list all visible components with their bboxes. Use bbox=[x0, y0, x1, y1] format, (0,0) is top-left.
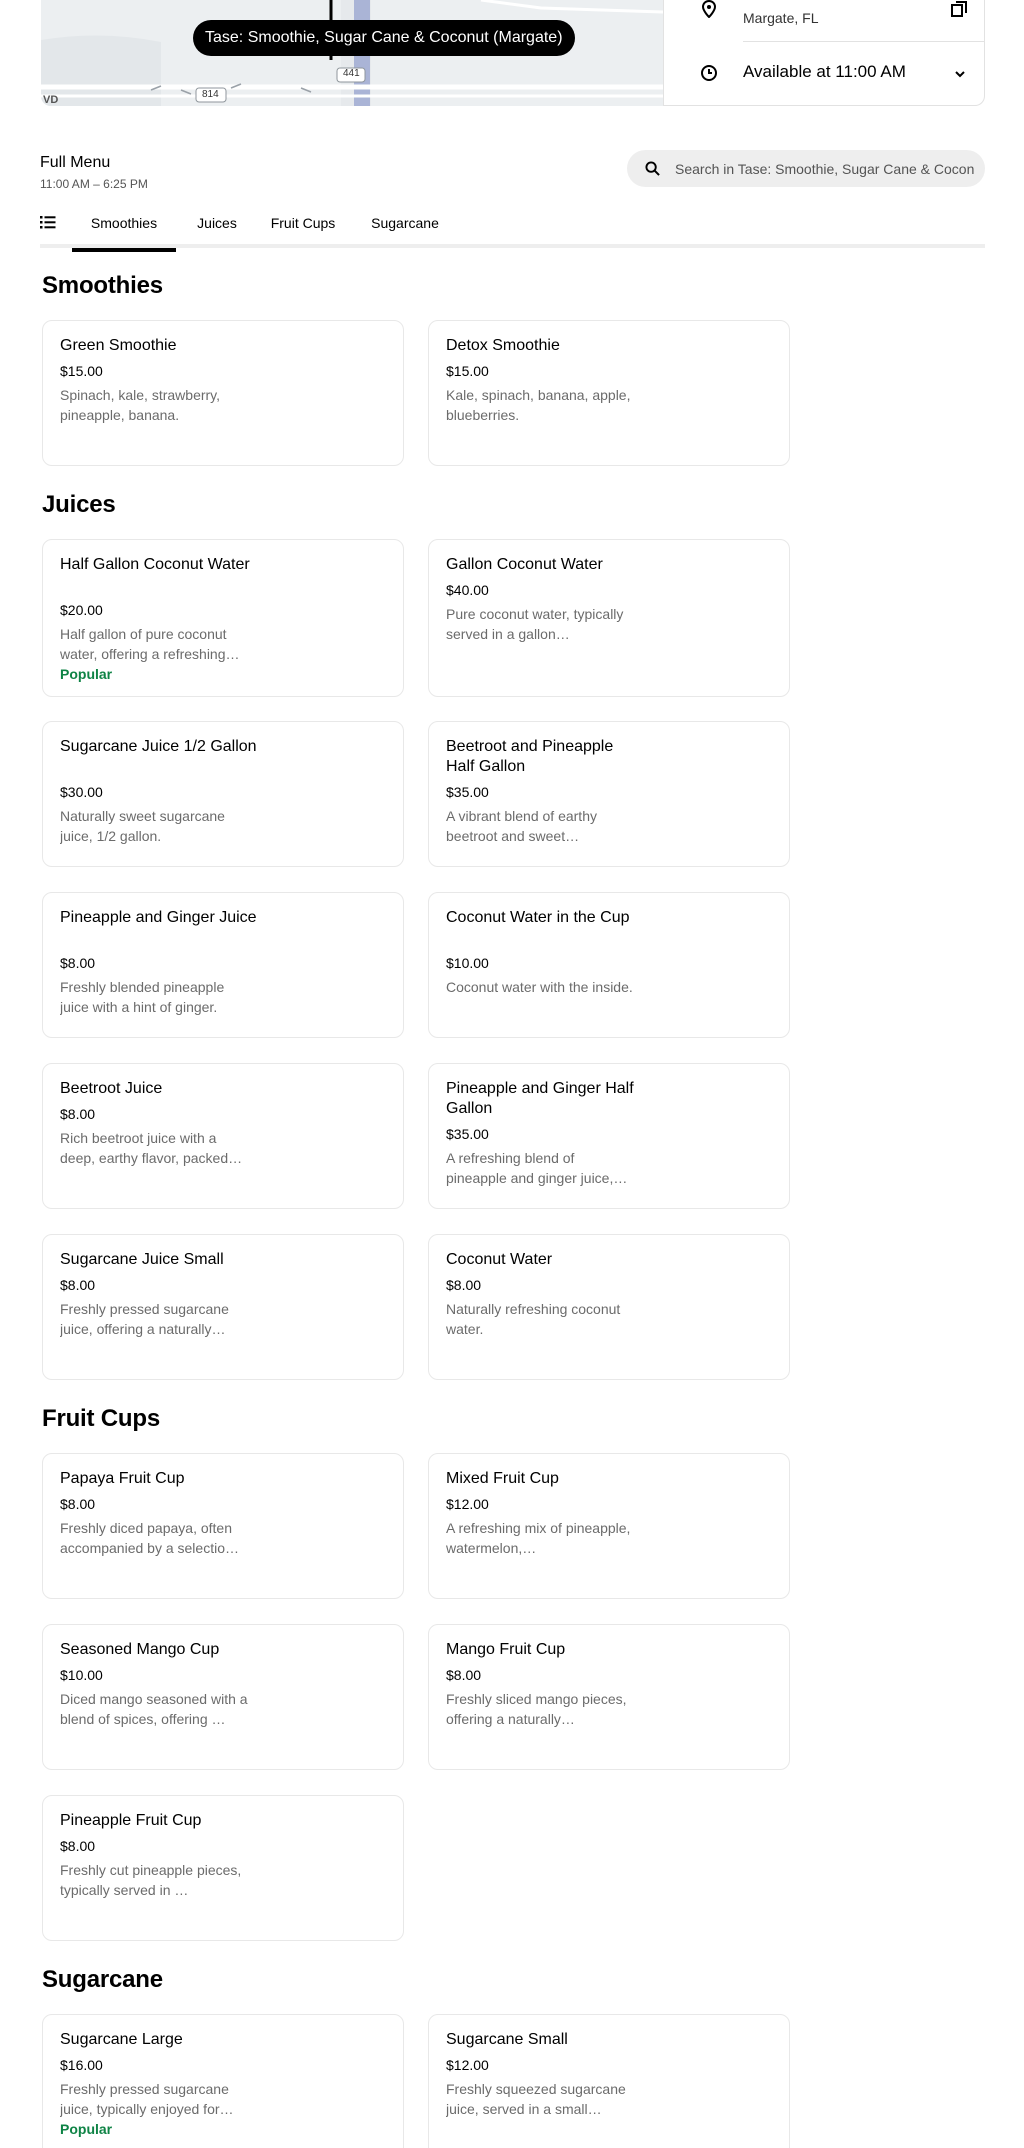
menu-title: Full Menu bbox=[40, 154, 111, 171]
menu-item-card[interactable] bbox=[428, 539, 790, 697]
item-description: Diced mango seasoned with a blend of spices, offering … bbox=[60, 1691, 248, 1727]
item-price: $35.00 bbox=[446, 784, 489, 800]
menu-item-card[interactable] bbox=[428, 1624, 790, 1770]
store-city: Margate, FL bbox=[743, 10, 819, 26]
menu-hours: 11:00 AM – 6:25 PM bbox=[40, 177, 148, 191]
section-title: Fruit Cups bbox=[42, 1405, 160, 1432]
store-map[interactable] bbox=[41, 0, 663, 106]
item-description: Naturally sweet sugarcane juice, 1/2 gallon. bbox=[60, 808, 225, 844]
item-description: Half gallon of pure coconut water, offering a refreshing… bbox=[60, 626, 240, 662]
item-price: $10.00 bbox=[446, 955, 489, 971]
menu-item-card[interactable] bbox=[42, 2014, 404, 2148]
item-price: $12.00 bbox=[446, 2057, 489, 2073]
item-name: Sugarcane Small bbox=[446, 2031, 568, 2048]
item-description: Freshly pressed sugarcane juice, offering a naturally… bbox=[60, 1301, 229, 1337]
item-name: Sugarcane Large bbox=[60, 2031, 183, 2048]
menu-item-card[interactable] bbox=[42, 721, 404, 867]
menu-item-card[interactable] bbox=[42, 892, 404, 1038]
tab-fruit-cups[interactable]: Fruit Cups bbox=[270, 215, 336, 231]
item-name: Coconut Water in the Cup bbox=[446, 909, 630, 926]
item-price: $16.00 bbox=[60, 2057, 103, 2073]
item-price: $8.00 bbox=[60, 1496, 96, 1512]
item-name: Beetroot and Pineapple Half Gallon bbox=[446, 738, 614, 775]
item-description: Rich beetroot juice with a deep, earthy flavor, packed… bbox=[60, 1130, 243, 1166]
item-price: $8.00 bbox=[446, 1667, 482, 1683]
tab-sugarcane[interactable]: Sugarcane bbox=[371, 215, 439, 231]
item-description: Kale, spinach, banana, apple, blueberries. bbox=[446, 387, 631, 423]
item-description: Freshly squeezed sugarcane juice, served in a small… bbox=[446, 2081, 626, 2117]
item-price: $30.00 bbox=[60, 784, 103, 800]
section-title: Juices bbox=[42, 491, 116, 518]
menu-item-card[interactable] bbox=[42, 1624, 404, 1770]
item-name: Papaya Fruit Cup bbox=[60, 1470, 185, 1487]
menu-item-card[interactable] bbox=[428, 721, 790, 867]
item-name: Pineapple and Ginger Juice bbox=[60, 909, 257, 926]
menu-search-input[interactable] bbox=[675, 150, 975, 187]
item-description: A refreshing mix of pineapple, watermelon,… bbox=[446, 1520, 631, 1556]
item-name: Sugarcane Juice Small bbox=[60, 1251, 224, 1268]
item-name: Coconut Water bbox=[446, 1251, 553, 1268]
item-price: $8.00 bbox=[60, 955, 96, 971]
section-title: Smoothies bbox=[42, 272, 163, 299]
item-price: $15.00 bbox=[60, 363, 103, 379]
item-description: Spinach, kale, strawberry, pineapple, banana. bbox=[60, 387, 221, 423]
item-name: Gallon Coconut Water bbox=[446, 556, 603, 573]
popular-badge: Popular bbox=[60, 2121, 113, 2137]
menu-item-card[interactable] bbox=[42, 539, 404, 697]
item-price: $15.00 bbox=[446, 363, 489, 379]
location-pin-icon bbox=[700, 0, 718, 18]
section-title: Sugarcane bbox=[42, 1966, 163, 1993]
menu-item-card[interactable] bbox=[428, 1453, 790, 1599]
item-name: Seasoned Mango Cup bbox=[60, 1641, 220, 1658]
item-description: Pure coconut water, typically served in a gallon… bbox=[446, 606, 624, 642]
menu-item-card[interactable] bbox=[428, 892, 790, 1038]
item-price: $35.00 bbox=[446, 1126, 489, 1142]
item-price: $20.00 bbox=[60, 602, 103, 618]
category-list-icon[interactable] bbox=[40, 214, 56, 230]
item-name: Mixed Fruit Cup bbox=[446, 1470, 559, 1487]
menu-item-card[interactable] bbox=[42, 1453, 404, 1599]
item-name: Beetroot Juice bbox=[60, 1080, 163, 1097]
item-price: $8.00 bbox=[60, 1106, 96, 1122]
store-name-pill: Tase: Smoothie, Sugar Cane & Coconut (Margate) bbox=[193, 20, 575, 56]
item-description: A vibrant blend of earthy beetroot and sweet… bbox=[446, 808, 597, 844]
road-shield-441: 441 bbox=[343, 68, 360, 79]
item-price: $8.00 bbox=[60, 1277, 96, 1293]
menu-item-card[interactable] bbox=[428, 320, 790, 466]
menu-item-card[interactable] bbox=[42, 1234, 404, 1380]
item-description: Freshly sliced mango pieces, offering a naturally… bbox=[446, 1691, 627, 1727]
tab-smoothies[interactable]: Smoothies bbox=[72, 206, 176, 248]
search-icon bbox=[645, 161, 660, 176]
item-description: Naturally refreshing coconut water. bbox=[446, 1301, 621, 1337]
item-description: Freshly cut pineapple pieces, typically served in … bbox=[60, 1862, 242, 1898]
item-name: Mango Fruit Cup bbox=[446, 1641, 566, 1658]
item-name: Pineapple and Ginger Half Gallon bbox=[446, 1080, 634, 1117]
item-price: $40.00 bbox=[446, 582, 489, 598]
item-description: Coconut water with the inside. bbox=[446, 979, 633, 995]
menu-item-card[interactable] bbox=[428, 1063, 790, 1209]
availability-row[interactable] bbox=[664, 56, 984, 90]
item-price: $8.00 bbox=[60, 1838, 96, 1854]
menu-item-card[interactable] bbox=[42, 1063, 404, 1209]
item-description: Freshly diced papaya, often accompanied by a selectio… bbox=[60, 1520, 239, 1556]
tab-juices[interactable]: Juices bbox=[197, 215, 237, 231]
item-price: $8.00 bbox=[446, 1277, 482, 1293]
item-name: Sugarcane Juice 1/2 Gallon bbox=[60, 738, 257, 755]
availability-text: Available at 11:00 AM bbox=[743, 62, 906, 81]
item-name: Pineapple Fruit Cup bbox=[60, 1812, 202, 1829]
item-price: $10.00 bbox=[60, 1667, 103, 1683]
menu-item-card[interactable] bbox=[42, 1795, 404, 1941]
item-price: $12.00 bbox=[446, 1496, 489, 1512]
item-name: Green Smoothie bbox=[60, 337, 177, 354]
clock-icon bbox=[700, 64, 718, 82]
menu-item-card[interactable] bbox=[42, 320, 404, 466]
copy-icon[interactable] bbox=[950, 0, 968, 18]
address-row[interactable] bbox=[664, 0, 984, 40]
category-tabs bbox=[40, 206, 985, 248]
info-divider bbox=[743, 41, 984, 42]
item-name: Half Gallon Coconut Water bbox=[60, 556, 250, 573]
menu-search[interactable] bbox=[627, 150, 985, 187]
item-name: Detox Smoothie bbox=[446, 337, 560, 354]
item-description: Freshly pressed sugarcane juice, typically enjoyed for… bbox=[60, 2081, 234, 2117]
map-street-label: VD bbox=[43, 94, 59, 106]
road-shield-814: 814 bbox=[202, 89, 219, 100]
menu-item-card[interactable] bbox=[428, 1234, 790, 1380]
item-description: Freshly blended pineapple juice with a hint of ginger. bbox=[60, 979, 225, 1015]
chevron-down-icon bbox=[954, 68, 966, 80]
menu-item-card[interactable] bbox=[428, 2014, 790, 2148]
popular-badge: Popular bbox=[60, 666, 113, 682]
item-description: A refreshing blend of pineapple and ginger juice,… bbox=[446, 1150, 628, 1186]
store-info-card bbox=[663, 0, 985, 106]
